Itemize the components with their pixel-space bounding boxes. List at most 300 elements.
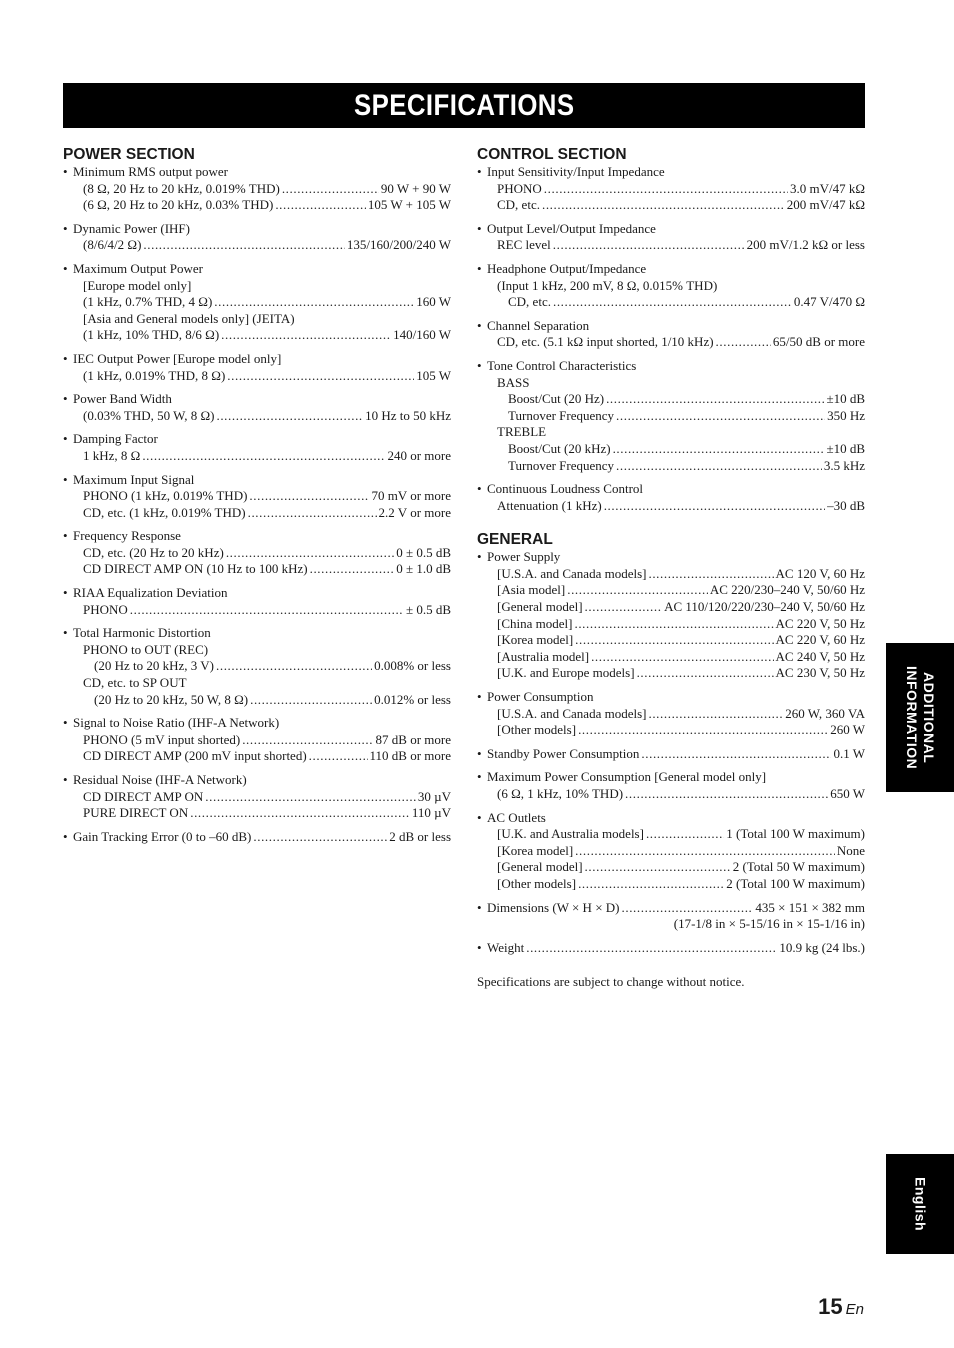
dot-leader [250, 692, 372, 709]
bullet-icon: • [477, 809, 482, 825]
bullet-icon: • [477, 745, 482, 761]
spec-line [477, 665, 865, 682]
spec-label: [U.S.A. and Canada models] [497, 565, 647, 581]
spec-label: Power Supply [487, 549, 561, 565]
spec-label: AC Outlets [487, 809, 546, 825]
right-column [477, 145, 865, 991]
spec-value: 200 mV/1.2 kΩ or less [746, 237, 865, 253]
dot-leader [226, 545, 394, 562]
spec-line [63, 391, 451, 408]
spec-label: PHONO (5 mV input shorted) [83, 731, 241, 747]
spec-value: AC 110/120/220/230–240 V, 50/60 Hz [664, 599, 865, 615]
spec-label: [Other models] [497, 722, 577, 738]
spec-label: [General model] [497, 859, 583, 875]
spec-label: Minimum RMS output power [73, 164, 228, 179]
bullet-icon: • [63, 585, 68, 601]
spec-line [477, 649, 865, 666]
dot-leader [553, 237, 745, 254]
spec-value: 140/160 W [393, 327, 451, 343]
left-column [63, 145, 451, 852]
spec-value: ± 0.5 dB [405, 601, 451, 617]
bullet-icon: • [63, 828, 68, 844]
spec-label: (20 Hz to 20 kHz, 50 W, 8 Ω) [94, 691, 249, 707]
spec-line [63, 602, 451, 619]
spec-value: AC 220 V, 50 Hz [775, 615, 865, 631]
spec-line [63, 221, 451, 238]
spec-label: (1 kHz, 10% THD, 8/6 Ω) [83, 327, 220, 343]
dot-leader [221, 327, 391, 344]
spec-line [63, 472, 451, 489]
spec-value: (17-1/8 in × 5-15/16 in × 15-1/16 in) [673, 916, 865, 932]
spec-label: PHONO [83, 601, 128, 617]
spec-label: Dimensions (W × H × D) [487, 899, 620, 915]
spec-label: (Input 1 kHz, 200 mV, 8 Ω, 0.015% THD) [497, 277, 718, 293]
spec-label: Channel Separation [487, 317, 590, 333]
spec-value: 65/50 dB or more [772, 334, 865, 350]
bullet-icon: • [63, 431, 68, 447]
dot-leader [190, 805, 410, 822]
spec-line [63, 528, 451, 545]
dot-leader [575, 632, 773, 649]
spec-value: 2 (Total 100 W maximum) [726, 875, 865, 891]
additional-information-tab [886, 643, 954, 792]
spec-value: 0.008% or less [374, 658, 451, 674]
bullet-icon: • [477, 939, 482, 955]
dot-leader [575, 843, 835, 860]
bullet-icon: • [477, 481, 482, 497]
spec-label: REC level [497, 237, 551, 253]
dot-leader [248, 505, 377, 522]
spec-line [63, 748, 451, 765]
spec-value: 110 dB or more [369, 748, 451, 764]
general-section-title: GENERAL [477, 531, 553, 549]
dot-leader [143, 237, 344, 254]
spec-line [63, 505, 451, 522]
dot-leader [253, 829, 387, 846]
dot-leader [130, 602, 404, 619]
spec-line [63, 789, 451, 806]
spec-item [63, 261, 451, 344]
spec-value: 2.2 V or more [378, 504, 451, 520]
spec-value: 0.47 V/470 Ω [793, 294, 865, 310]
spec-label: (1 kHz, 0.019% THD, 8 Ω) [83, 367, 226, 383]
spec-line [477, 616, 865, 633]
spec-label: Total Harmonic Distortion [73, 625, 211, 641]
dot-leader [227, 368, 414, 385]
bullet-icon: • [63, 625, 68, 641]
spec-label: Signal to Noise Ratio (IHF-A Network) [73, 715, 280, 731]
spec-label: CD DIRECT AMP (200 mV input shorted) [83, 748, 307, 764]
dot-leader [585, 599, 663, 616]
spec-value: 2 dB or less [389, 828, 451, 844]
spec-line [63, 692, 451, 709]
spec-line [477, 318, 865, 335]
spec-item [63, 625, 451, 708]
dot-leader [641, 746, 831, 763]
spec-line [477, 549, 865, 566]
spec-line [63, 181, 451, 198]
spec-item [63, 431, 451, 464]
spec-value: 260 W, 360 VA [785, 705, 865, 721]
dot-leader [578, 876, 724, 893]
spec-line [63, 164, 451, 181]
spec-label: (20 Hz to 20 kHz, 3 V) [94, 658, 214, 674]
spec-label: Power Consumption [487, 689, 594, 705]
power-section-list [63, 164, 451, 845]
spec-line [477, 278, 865, 295]
spec-label: (1 kHz, 0.7% THD, 4 Ω) [83, 294, 213, 310]
dot-leader [648, 566, 773, 583]
additional-label-line2: INFORMATION [904, 665, 920, 770]
spec-label: CD, etc. [497, 197, 540, 213]
spec-label: 1 kHz, 8 Ω [83, 447, 141, 463]
bullet-icon: • [63, 164, 68, 179]
spec-item [477, 318, 865, 351]
spec-value: 435 × 151 × 382 mm [755, 899, 865, 915]
spec-value: –30 dB [827, 497, 865, 513]
spec-label: Power Band Width [73, 391, 172, 407]
spec-label: CD DIRECT AMP ON [83, 788, 204, 804]
spec-value: 1 (Total 100 W maximum) [726, 826, 865, 842]
dot-leader [613, 441, 825, 458]
spec-line [63, 368, 451, 385]
spec-line [63, 197, 451, 214]
spec-value: 135/160/200/240 W [346, 237, 451, 253]
spec-label: (8 Ω, 20 Hz to 20 kHz, 0.019% THD) [83, 180, 280, 196]
spec-line [63, 327, 451, 344]
spec-line [477, 391, 865, 408]
additional-information-label [903, 666, 937, 769]
spec-item [63, 829, 451, 846]
control-section-title: CONTROL SECTION [477, 146, 627, 163]
spec-label: (0.03% THD, 50 W, 8 Ω) [83, 407, 215, 423]
spec-line [477, 481, 865, 498]
bullet-icon: • [477, 317, 482, 333]
dot-leader [591, 649, 773, 666]
dot-leader [309, 748, 368, 765]
dot-leader [142, 448, 385, 465]
spec-label: RIAA Equalization Deviation [73, 585, 228, 601]
spec-label: Attenuation (1 kHz) [497, 497, 602, 513]
dot-leader [637, 665, 774, 682]
spec-item [63, 472, 451, 522]
spec-value: AC 220 V, 60 Hz [775, 632, 865, 648]
spec-notice: Specifications are subject to change without notice. [477, 974, 745, 990]
spec-value: 2 (Total 50 W maximum) [732, 859, 865, 875]
control-section-list [477, 164, 865, 514]
spec-item [477, 746, 865, 763]
bullet-icon: • [63, 471, 68, 487]
spec-label: IEC Output Power [Europe model only] [73, 350, 282, 366]
spec-line [63, 408, 451, 425]
spec-line [477, 843, 865, 860]
spec-label: [U.S.A. and Canada models] [497, 705, 647, 721]
spec-line [477, 706, 865, 723]
spec-item [477, 810, 865, 893]
spec-line [63, 715, 451, 732]
spec-label: Output Level/Output Impedance [487, 220, 656, 236]
spec-label: [Asia model] [497, 582, 566, 598]
spec-line [63, 658, 451, 675]
bullet-icon: • [477, 689, 482, 705]
spec-line [477, 689, 865, 706]
spec-value: 70 mV or more [371, 488, 451, 504]
spec-label: CD, etc. (1 kHz, 0.019% THD) [83, 504, 246, 520]
spec-label: (6 Ω, 1 kHz, 10% THD) [497, 786, 624, 801]
spec-label: Dynamic Power (IHF) [73, 220, 190, 236]
spec-value: AC 230 V, 50 Hz [775, 665, 865, 681]
spec-line [63, 488, 451, 505]
bullet-icon: • [477, 260, 482, 276]
spec-label: Boost/Cut (20 Hz) [508, 391, 605, 407]
spec-label: PHONO (1 kHz, 0.019% THD) [83, 488, 248, 504]
dot-leader [716, 334, 771, 351]
spec-line [63, 585, 451, 602]
spec-line [63, 772, 451, 789]
spec-value: 0.012% or less [374, 691, 451, 707]
spec-line [477, 358, 865, 375]
spec-value: AC 120 V, 60 Hz [775, 565, 865, 581]
dot-leader [574, 616, 773, 633]
english-label: English [912, 1176, 929, 1232]
spec-line [477, 826, 865, 843]
dot-leader [604, 498, 825, 515]
spec-label: [China model] [497, 615, 573, 631]
spec-label: (6 Ω, 20 Hz to 20 kHz, 0.03% THD) [83, 197, 274, 213]
dot-leader [249, 488, 369, 505]
spec-line [477, 582, 865, 599]
spec-line [477, 566, 865, 583]
spec-label: [U.K. and Australia models] [497, 826, 644, 842]
spec-line [63, 294, 451, 311]
spec-line [477, 334, 865, 351]
spec-line [477, 786, 865, 803]
english-tab [886, 1154, 954, 1254]
spec-label: Weight [487, 939, 525, 955]
dot-leader [282, 181, 379, 198]
dot-leader [606, 391, 824, 408]
page-title-banner [63, 83, 865, 128]
dot-leader [205, 789, 416, 806]
spec-value: 200 mV/47 kΩ [786, 197, 865, 213]
spec-line [63, 351, 451, 368]
spec-item [63, 528, 451, 578]
spec-label: [Asia and General models only] (JEITA) [83, 310, 295, 326]
bullet-icon: • [477, 220, 482, 236]
spec-item [477, 221, 865, 254]
dot-leader [526, 940, 777, 957]
spec-item [63, 164, 451, 214]
dot-leader [616, 458, 822, 475]
bullet-icon: • [63, 772, 68, 787]
spec-label: PHONO to OUT (REC) [83, 641, 209, 657]
dot-leader [578, 722, 828, 739]
spec-label: Gain Tracking Error (0 to –60 dB) [73, 828, 252, 844]
spec-line [477, 900, 865, 917]
spec-item [63, 715, 451, 765]
spec-line [477, 746, 865, 763]
spec-item [477, 549, 865, 682]
spec-item [477, 164, 865, 214]
spec-label: (8/6/4/2 Ω) [83, 237, 142, 253]
spec-label: TREBLE [497, 424, 547, 440]
spec-item [477, 358, 865, 474]
dot-leader [622, 900, 754, 917]
spec-label: CD, etc. (5.1 kΩ input shorted, 1/10 kHz) [497, 334, 714, 350]
spec-line [477, 859, 865, 876]
spec-label: Tone Control Characteristics [487, 357, 637, 373]
spec-line [477, 498, 865, 515]
dot-leader [242, 732, 373, 749]
spec-line [477, 940, 865, 957]
spec-line [477, 458, 865, 475]
bullet-icon: • [477, 164, 482, 179]
spec-value: 90 W + 90 W [380, 180, 451, 196]
spec-label: PHONO [497, 180, 542, 196]
spec-item [477, 940, 865, 957]
dot-leader [275, 197, 366, 214]
dot-leader [648, 706, 783, 723]
spec-label: Input Sensitivity/Input Impedance [487, 164, 665, 179]
spec-line [477, 722, 865, 739]
spec-value: 10.9 kg (24 lbs.) [779, 939, 865, 955]
dot-leader [616, 408, 825, 425]
spec-label: Boost/Cut (20 kHz) [508, 440, 611, 456]
spec-value: AC 220/230–240 V, 50/60 Hz [709, 582, 865, 598]
spec-label: [General model] [497, 599, 583, 615]
spec-label: Continuous Loudness Control [487, 481, 644, 497]
spec-label: Maximum Power Consumption [General model only] [487, 769, 767, 785]
bullet-icon: • [63, 260, 68, 276]
dot-leader [646, 826, 724, 843]
spec-label: Headphone Output/Impedance [487, 260, 647, 276]
dot-leader [544, 181, 788, 198]
spec-line [477, 441, 865, 458]
spec-line [477, 632, 865, 649]
spec-label: Turnover Frequency [508, 457, 615, 473]
spec-label: Frequency Response [73, 528, 181, 544]
bullet-icon: • [477, 357, 482, 373]
spec-label: Turnover Frequency [508, 407, 615, 423]
bullet-icon: • [63, 350, 68, 366]
spec-item [477, 261, 865, 311]
spec-line [477, 810, 865, 827]
spec-label: CD, etc. [508, 294, 551, 310]
spec-label: CD DIRECT AMP ON (10 Hz to 100 kHz) [83, 561, 308, 577]
spec-label: Maximum Input Signal [73, 471, 195, 487]
spec-item [477, 769, 865, 802]
spec-line [63, 732, 451, 749]
spec-label: Residual Noise (IHF-A Network) [73, 772, 247, 787]
spec-line [477, 375, 865, 392]
spec-line [63, 642, 451, 659]
spec-value: 3.5 kHz [823, 457, 865, 473]
bullet-icon: • [63, 220, 68, 236]
dot-leader [585, 859, 731, 876]
spec-line [63, 261, 451, 278]
spec-label: [Korea model] [497, 842, 574, 858]
spec-label: CD, etc. (20 Hz to 20 kHz) [83, 544, 224, 560]
spec-line [477, 221, 865, 238]
page-number-value: 15 [818, 1294, 843, 1319]
spec-value: 0 ± 1.0 dB [396, 561, 451, 577]
spec-line [63, 237, 451, 254]
bullet-icon: • [63, 391, 68, 407]
spec-label: BASS [497, 374, 530, 390]
spec-line [477, 769, 865, 786]
spec-value: 30 µV [417, 788, 451, 804]
dot-leader [567, 582, 708, 599]
page-title: SPECIFICATIONS [353, 88, 575, 122]
dot-leader [310, 561, 395, 578]
bullet-icon: • [477, 899, 482, 915]
spec-line [477, 424, 865, 441]
spec-label: Maximum Output Power [73, 260, 203, 276]
spec-line [477, 181, 865, 198]
spec-value: 105 W [416, 367, 451, 383]
dot-leader [625, 786, 828, 803]
spec-label: [U.K. and Europe models] [497, 665, 635, 681]
spec-line [63, 448, 451, 465]
bullet-icon: • [63, 715, 68, 731]
spec-label: [Other models] [497, 875, 577, 891]
bullet-icon: • [63, 528, 68, 544]
spec-value: ±10 dB [826, 440, 865, 456]
spec-value: 87 dB or more [375, 731, 451, 747]
spec-item [63, 585, 451, 618]
additional-label-line1: ADDITIONAL [921, 671, 937, 764]
spec-label: [Australia model] [497, 648, 590, 664]
spec-item [63, 221, 451, 254]
dot-leader [216, 408, 363, 425]
spec-line [63, 675, 451, 692]
power-section-title: POWER SECTION [63, 146, 195, 163]
spec-label: CD, etc. to SP OUT [83, 675, 187, 691]
spec-label: [Europe model only] [83, 277, 192, 293]
spec-line [477, 408, 865, 425]
spec-line [63, 805, 451, 822]
spec-label: [Korea model] [497, 632, 574, 648]
spec-line [477, 294, 865, 311]
spec-value: 0.1 W [833, 745, 865, 761]
spec-value: 3.0 mV/47 kΩ [789, 180, 865, 196]
spec-value: 110 µV [411, 805, 451, 821]
spec-line [477, 237, 865, 254]
spec-line [63, 829, 451, 846]
spec-value: AC 240 V, 50 Hz [775, 648, 865, 664]
dot-leader [542, 197, 785, 214]
spec-line [63, 431, 451, 448]
spec-item [63, 351, 451, 384]
dot-leader [214, 294, 414, 311]
dot-leader [216, 658, 372, 675]
spec-value: 240 or more [387, 447, 451, 463]
spec-item [63, 772, 451, 822]
spec-line [477, 599, 865, 616]
spec-value: ±10 dB [826, 391, 865, 407]
spec-value: 105 W + 105 W [367, 197, 451, 213]
spec-line [63, 625, 451, 642]
spec-line [63, 278, 451, 295]
spec-item [477, 689, 865, 739]
spec-line [477, 164, 865, 181]
spec-value: None [836, 842, 865, 858]
spec-value: 10 Hz to 50 kHz [365, 407, 451, 423]
bullet-icon: • [477, 769, 482, 785]
spec-line [63, 561, 451, 578]
dot-leader [553, 294, 792, 311]
spec-line [477, 197, 865, 214]
